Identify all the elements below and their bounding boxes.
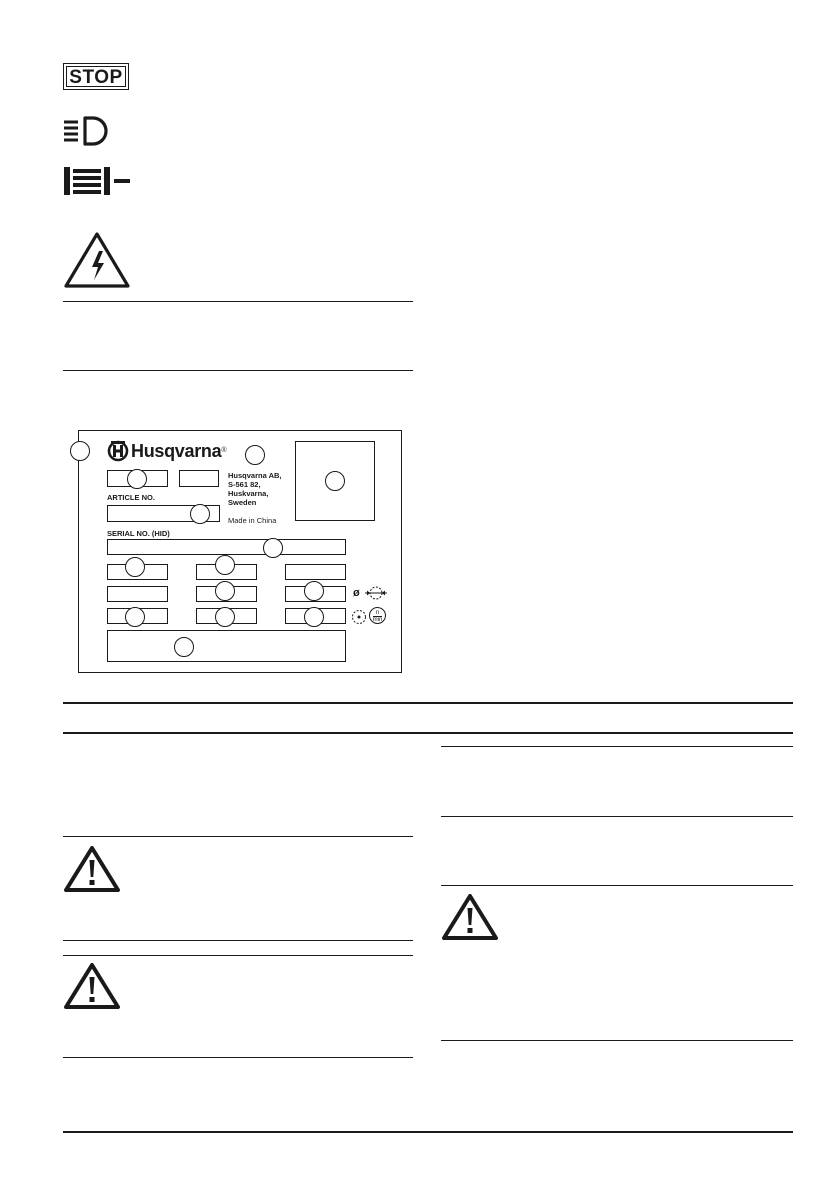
diameter-symbol: ø	[353, 587, 360, 599]
made-in-text: Made in China	[228, 516, 277, 525]
callout-circle	[245, 445, 265, 465]
callout-circle	[70, 441, 90, 461]
spec-field	[107, 586, 168, 602]
parking-brake-icon	[63, 165, 131, 197]
callout-circle	[127, 469, 147, 489]
stop-label: STOP	[66, 66, 126, 87]
headlight-icon	[63, 116, 113, 146]
manufacturer-address: Husqvarna AB, S-561 82, Huskvarna, Sweden	[228, 471, 282, 507]
serial-field	[107, 539, 346, 555]
callout-circle	[215, 581, 235, 601]
divider	[63, 940, 413, 941]
approval-field	[107, 630, 346, 662]
divider	[441, 1040, 793, 1041]
electric-hazard-icon	[63, 231, 131, 289]
rpm-icon: n min	[369, 607, 386, 624]
husqvarna-logo-icon	[107, 440, 129, 462]
divider	[63, 955, 413, 956]
callout-circle	[125, 607, 145, 627]
divider	[441, 746, 793, 747]
blade-diameter-icon	[364, 584, 388, 602]
callout-circle	[263, 538, 283, 558]
section-rule	[63, 732, 793, 734]
divider	[63, 836, 413, 837]
divider	[63, 301, 413, 302]
callout-circle	[190, 504, 210, 524]
callout-circle	[215, 555, 235, 575]
model-extra-field	[179, 470, 219, 487]
brand-logo-text: Husqvarna®	[131, 441, 227, 461]
callout-circle	[304, 607, 324, 627]
callout-circle	[125, 557, 145, 577]
footer-rule	[63, 1131, 793, 1133]
divider	[63, 370, 413, 371]
divider	[441, 816, 793, 817]
callout-circle	[174, 637, 194, 657]
callout-circle	[215, 607, 235, 627]
callout-circle	[325, 471, 345, 491]
serial-label: SERIAL NO. (HID)	[107, 529, 170, 538]
warning-triangle-icon	[63, 962, 121, 1010]
warning-triangle-icon	[63, 845, 121, 893]
divider	[63, 1057, 413, 1058]
article-label: ARTICLE NO.	[107, 493, 155, 502]
divider	[441, 885, 793, 886]
spec-field	[285, 564, 346, 580]
rating-plate	[78, 430, 402, 673]
stop-symbol	[63, 63, 129, 90]
blade-speed-icon	[351, 608, 367, 626]
section-rule	[63, 702, 793, 704]
warning-triangle-icon	[441, 893, 499, 941]
callout-circle	[304, 581, 324, 601]
